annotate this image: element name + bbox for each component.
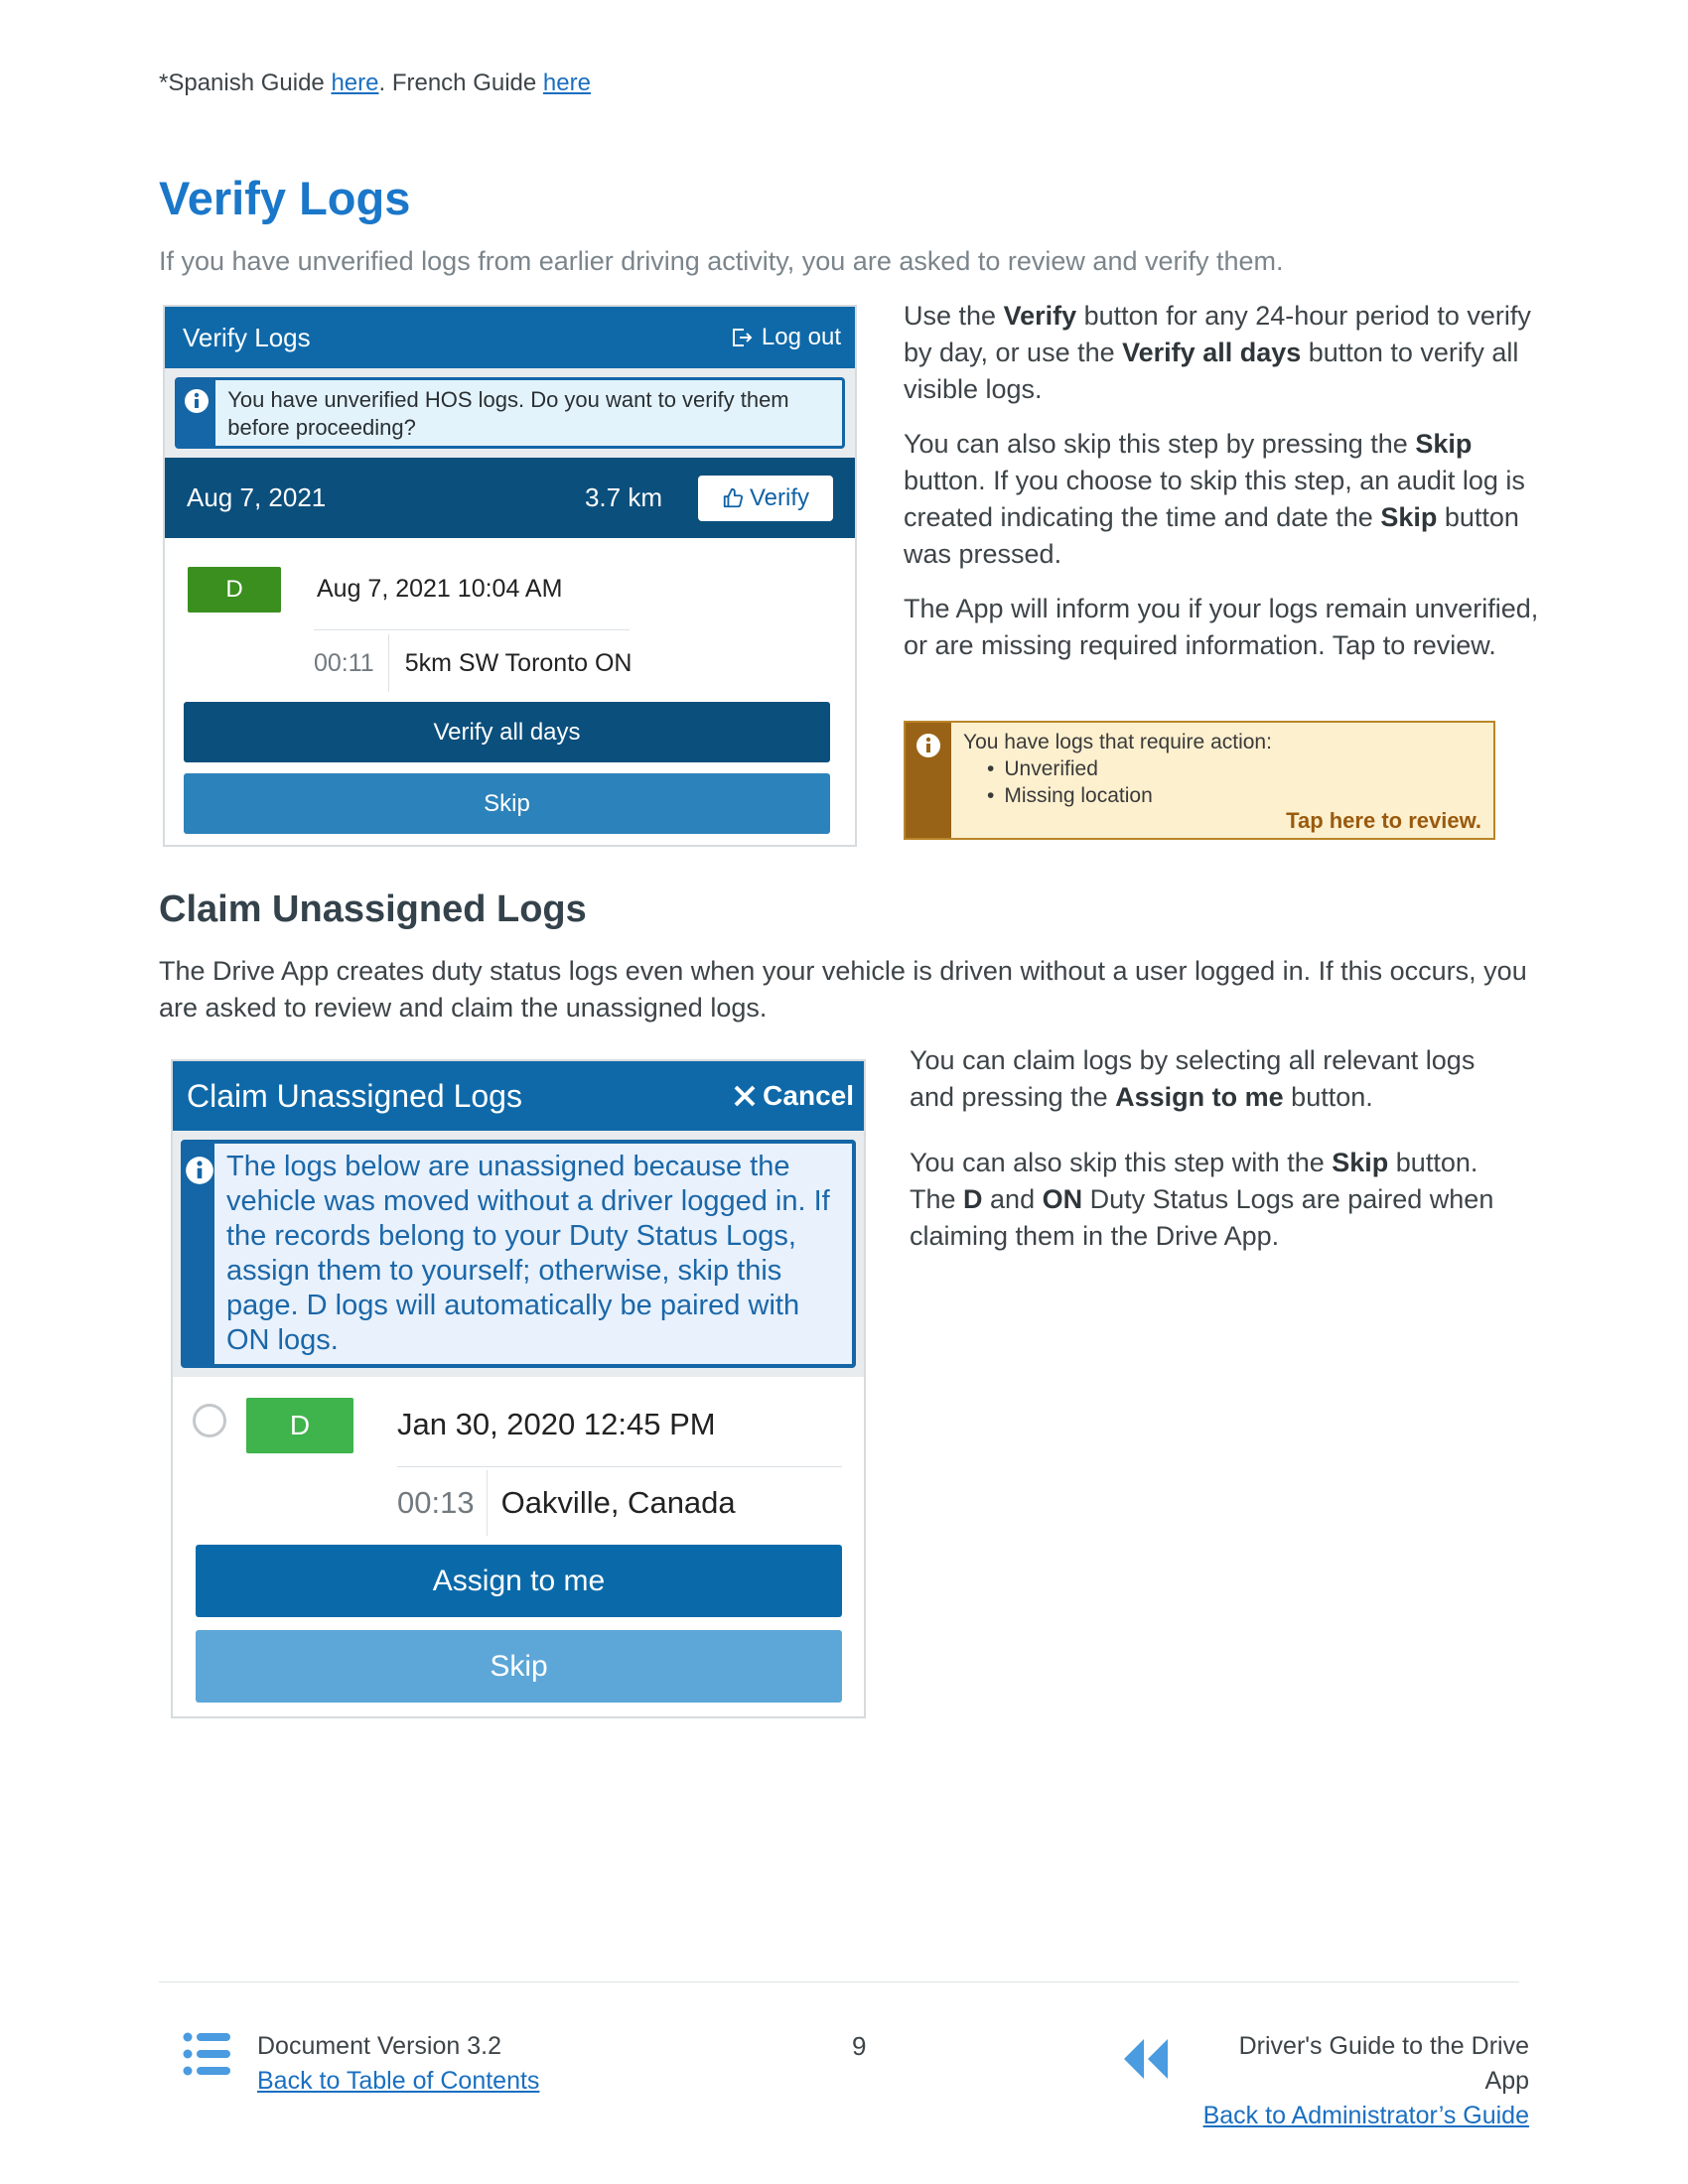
para-text: button to verify all visible logs. xyxy=(904,338,1519,404)
claim-alert-text: The logs below are unassigned because the vehicle was moved without a driver logged in. If the records belong to your Duty Status Logs, assign them to yourself; otherwise, skip this page. D logs will automatically be paired with ON logs. xyxy=(226,1151,830,1356)
para-text: You can claim logs by selecting all relevant logs and pressing the xyxy=(910,1045,1476,1112)
tap-to-review-link[interactable]: Tap here to review. xyxy=(1286,808,1481,833)
claim-logs-heading: Claim Unassigned Logs xyxy=(159,888,587,930)
claim-logs-screenshot xyxy=(171,1059,866,1718)
back-to-admin-guide-link[interactable]: Back to Administrator’s Guide xyxy=(1202,2102,1529,2129)
cancel-button[interactable] xyxy=(733,1080,854,1112)
claim-paragraph-1 xyxy=(910,1042,1525,1116)
footer-right-text xyxy=(1196,2029,1529,2133)
claim-alert-bar xyxy=(185,1144,214,1364)
para-bold: D xyxy=(963,1184,983,1214)
log-select-radio[interactable] xyxy=(193,1404,226,1437)
verify-day-button[interactable] xyxy=(698,476,833,521)
para-text: button was pressed. xyxy=(904,502,1519,569)
para-text: button. If you choose to skip this step, an audit log is created indicating the time and date the xyxy=(904,466,1525,532)
para-bold: Skip xyxy=(1415,429,1473,459)
verify-paragraph-3: The App will inform you if your logs remain unverified, or are missing required information. Tap to review. xyxy=(904,594,1539,660)
notice-title: You have logs that require action: xyxy=(963,731,1272,753)
para-text: Duty Status Logs are paired when claiming them in the Drive App. xyxy=(910,1184,1494,1251)
verify-logs-screenshot xyxy=(163,305,857,847)
note-prefix: *Spanish Guide xyxy=(159,69,332,96)
footer-divider xyxy=(159,1981,1519,1982)
logs-action-notice[interactable] xyxy=(904,721,1495,840)
info-icon xyxy=(185,1156,214,1185)
para-text: You can also skip this step by pressing the xyxy=(904,429,1416,459)
verify-alert xyxy=(175,377,845,449)
para-bold: ON xyxy=(1042,1184,1083,1214)
notice-bar xyxy=(906,723,951,838)
claim-logs-header xyxy=(173,1061,864,1131)
para-text: button. The xyxy=(910,1148,1478,1214)
para-text: and xyxy=(982,1184,1043,1214)
log-day-bar xyxy=(165,458,855,538)
verify-logs-heading: Verify Logs xyxy=(159,172,411,224)
logout-icon xyxy=(730,326,754,349)
log-entry-location: Oakville, Canada xyxy=(500,1485,736,1520)
log-entry-details xyxy=(314,634,633,692)
claim-alert xyxy=(181,1140,856,1368)
note-middle: . French Guide xyxy=(378,69,543,96)
notice-item: • Missing location xyxy=(987,782,1481,809)
status-d-badge: D xyxy=(246,1398,353,1453)
verify-logs-header-title: Verify Logs xyxy=(183,322,311,352)
verify-day-label: Verify xyxy=(749,483,810,511)
log-entry-duration: 00:11 xyxy=(314,634,389,692)
log-day-date: Aug 7, 2021 xyxy=(187,482,327,512)
verify-logs-header xyxy=(165,307,855,368)
log-entry-row[interactable] xyxy=(188,567,843,614)
para-bold: Verify all days xyxy=(1122,338,1302,367)
notice-item: • Unverified xyxy=(987,755,1481,782)
document-version: Document Version 3.2 xyxy=(257,2032,501,2060)
page-number: 9 xyxy=(852,2031,867,2061)
para-bold: Assign to me xyxy=(1115,1082,1284,1112)
skip-button[interactable]: Skip xyxy=(196,1630,842,1703)
thumbs-up-icon xyxy=(722,487,744,509)
status-d-badge: D xyxy=(188,567,281,613)
spanish-guide-link[interactable]: here xyxy=(331,69,379,96)
log-entry-duration: 00:13 xyxy=(397,1470,488,1536)
verify-all-days-button[interactable]: Verify all days xyxy=(184,702,830,762)
verify-alert-bar xyxy=(178,380,215,446)
log-entry-time: Jan 30, 2020 12:45 PM xyxy=(397,1407,716,1441)
guide-title: Driver's Guide to the Drive App xyxy=(1238,2032,1529,2095)
close-icon xyxy=(733,1084,757,1108)
log-entry-details xyxy=(397,1470,736,1536)
para-text: button. xyxy=(1283,1082,1373,1112)
french-guide-link[interactable]: here xyxy=(542,69,591,96)
verify-alert-container xyxy=(165,368,855,458)
logout-label: Log out xyxy=(761,324,841,350)
back-to-toc-link[interactable]: Back to Table of Contents xyxy=(257,2067,540,2095)
log-entry-divider xyxy=(314,629,630,630)
back-arrows-icon[interactable] xyxy=(1122,2037,1170,2081)
verify-paragraph-1 xyxy=(904,298,1539,408)
claim-logs-header-title: Claim Unassigned Logs xyxy=(187,1077,522,1114)
para-text: button for any 24-hour period to verify by day, or use the xyxy=(904,301,1531,367)
notice-list xyxy=(963,755,1481,809)
log-entry-divider xyxy=(397,1466,842,1467)
para-bold: Verify xyxy=(1003,301,1077,331)
para-text: Use the xyxy=(904,301,1004,331)
log-day-distance: 3.7 km xyxy=(584,482,662,512)
para-bold: Skip xyxy=(1332,1148,1389,1177)
language-guides-note xyxy=(159,69,591,97)
cancel-label: Cancel xyxy=(763,1080,854,1111)
logout-button[interactable] xyxy=(730,324,841,351)
verify-paragraph-2 xyxy=(904,426,1539,573)
verify-logs-lead: If you have unverified logs from earlier driving activity, you are asked to review and verify them. xyxy=(159,246,1284,276)
footer-left-text xyxy=(257,2029,539,2099)
notice-body xyxy=(951,723,1493,838)
para-text: You can also skip this step with the xyxy=(910,1148,1333,1177)
para-bold: Skip xyxy=(1380,502,1438,532)
skip-button[interactable]: Skip xyxy=(184,773,830,834)
info-icon xyxy=(184,388,210,414)
log-entry-location: 5km SW Toronto ON xyxy=(404,648,633,677)
assign-to-me-button[interactable]: Assign to me xyxy=(196,1545,842,1617)
verify-alert-text: You have unverified HOS logs. Do you want to verify them before proceeding? xyxy=(227,387,789,440)
claim-logs-body: The Drive App creates duty status logs even when your vehicle is driven without a user logged in. If this occurs, you are asked to review and claim the unassigned logs. xyxy=(159,956,1527,1023)
log-entry-time: Aug 7, 2021 10:04 AM xyxy=(317,575,563,603)
table-of-contents-icon[interactable] xyxy=(183,2031,232,2077)
info-icon xyxy=(915,733,941,758)
claim-alert-container xyxy=(173,1131,864,1377)
claim-paragraph-2 xyxy=(910,1145,1525,1255)
